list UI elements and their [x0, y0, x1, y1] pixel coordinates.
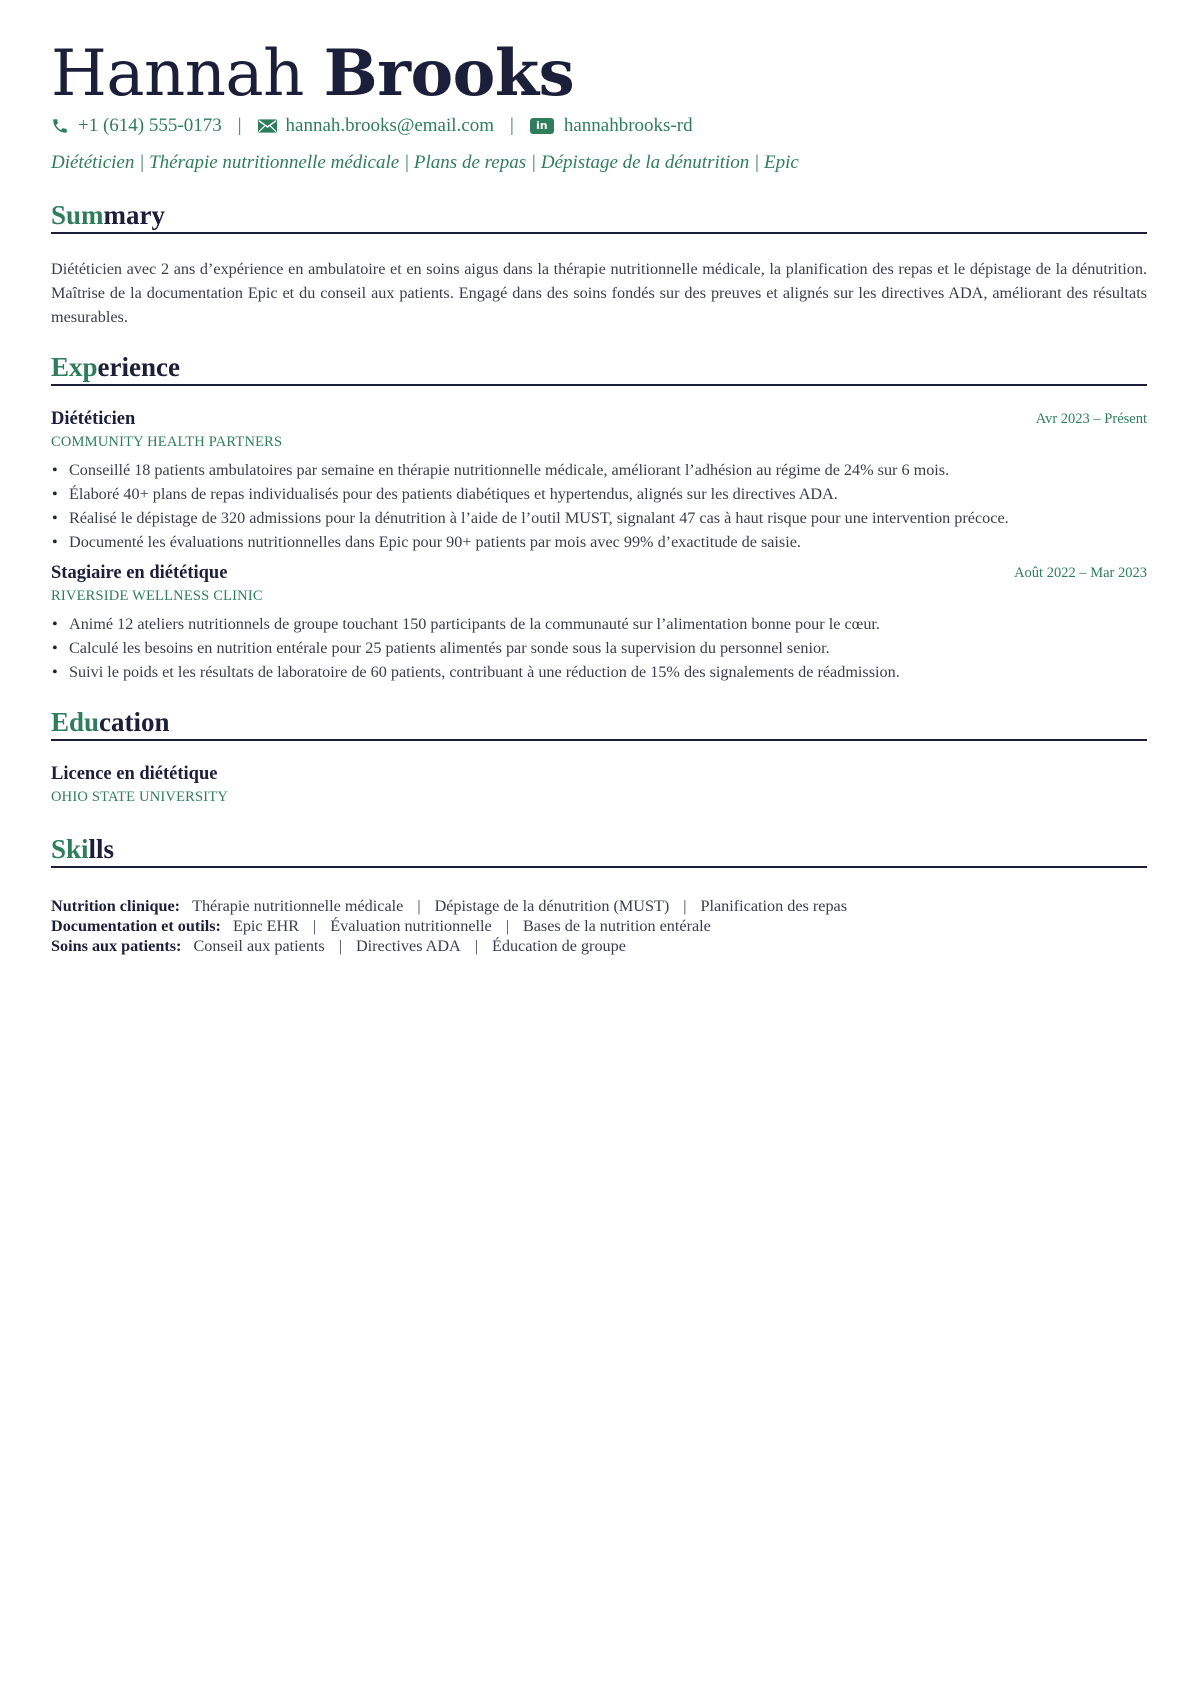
- skill-separator: |: [313, 917, 317, 935]
- first-name: Hannah: [51, 37, 304, 111]
- school-name: OHIO STATE UNIVERSITY: [51, 789, 229, 805]
- skill-item: Évaluation nutritionnelle: [330, 917, 492, 935]
- linkedin-contact[interactable]: [530, 114, 693, 138]
- skills-heading: [51, 832, 1147, 868]
- skill-row: [51, 916, 847, 936]
- skill-item: Bases de la nutrition entérale: [522, 917, 711, 935]
- job-bullets: [51, 612, 1147, 684]
- last-name: Brooks: [323, 36, 575, 111]
- list-item: • Réalisé le dépistage de 320 admissions pour la dénutrition à l’aide de l’outil MUST, signalant 47 cas à haut risque pour une intervention précoce.: [51, 506, 1147, 530]
- skill-separator: |: [683, 897, 687, 915]
- heading-rest: lls: [88, 834, 115, 864]
- email-text: hannah.brooks@email.com: [285, 115, 495, 136]
- heading-accent: Exp: [51, 352, 98, 382]
- summary-text: Diététicien avec 2 ans d’expérience en ambulatoire et en soins aigus dans la thérapie nutritionnelle médicale, la planification des repas et le dépistage de la dénutrition. Maîtrise de la documentation Epic et du conseil aux patients. Engagé dans des soins fondés sur des preuves et alignés sur les directives ADA, améliorant des résultats mesurables.: [51, 260, 1147, 326]
- linkedin-text: hannahbrooks-rd: [563, 115, 693, 136]
- education-heading: [51, 705, 1147, 741]
- phone-text: +1 (614) 555-0173: [78, 115, 222, 136]
- contact-separator: |: [510, 115, 514, 136]
- email-contact[interactable]: [258, 114, 495, 138]
- list-item: • Calculé les besoins en nutrition entérale pour 25 patients alimentés par sonde sous la supervision du personnel senior.: [51, 636, 1147, 660]
- job-title: Stagiaire en diététique: [51, 563, 228, 583]
- skill-item: Directives ADA: [355, 937, 461, 955]
- phone-icon: [51, 117, 69, 135]
- degree-title: Licence en diététique: [51, 764, 218, 784]
- skills-list: [51, 896, 847, 956]
- skill-item: Thérapie nutritionnelle médicale: [192, 897, 404, 915]
- job-organization: RIVERSIDE WELLNESS CLINIC: [51, 588, 263, 604]
- skill-item: Conseil aux patients: [193, 937, 325, 955]
- linkedin-icon: in: [530, 118, 554, 134]
- envelope-icon: [258, 119, 277, 133]
- contact-separator: |: [237, 115, 242, 136]
- list-item: • Conseillé 18 patients ambulatoires par semaine en thérapie nutritionnelle médicale, améliorant l’adhésion au régime de 24% sur 6 mois.: [51, 458, 1147, 482]
- job-dates: Avr 2023 – Présent: [1035, 411, 1147, 427]
- skill-separator: |: [505, 917, 509, 935]
- candidate-name: [51, 38, 574, 110]
- skill-category: Nutrition clinique:: [51, 897, 181, 915]
- heading-accent: Sum: [51, 200, 104, 230]
- job-organization: COMMUNITY HEALTH PARTNERS: [51, 434, 283, 450]
- skill-separator: |: [417, 897, 421, 915]
- skill-category: Soins aux patients:: [51, 937, 182, 955]
- summary-heading: [51, 198, 1147, 234]
- skill-row: [51, 936, 847, 956]
- job-title: Diététicien: [51, 409, 136, 429]
- list-item: • Documenté les évaluations nutritionnelles dans Epic pour 90+ patients par mois avec 99% d’exactitude de saisie.: [51, 530, 1147, 554]
- heading-rest: erience: [97, 352, 180, 382]
- job-dates: Août 2022 – Mar 2023: [1014, 565, 1147, 581]
- list-item: • Élaboré 40+ plans de repas individualisés pour des patients diabétiques et hypertendus, alignés sur les directives ADA.: [51, 482, 1147, 506]
- phone-contact[interactable]: [51, 114, 222, 138]
- headline-tagline: Diététicien | Thérapie nutritionnelle médicale | Plans de repas | Dépistage de la dénutrition | Epic: [51, 152, 799, 173]
- skill-item: Éducation de groupe: [491, 937, 626, 955]
- skill-item: Epic EHR: [232, 917, 300, 935]
- job-bullets: [51, 458, 1147, 554]
- list-item: • Animé 12 ateliers nutritionnels de groupe touchant 150 participants de la communauté sur l’alimentation bonne pour le cœur.: [51, 612, 1147, 636]
- list-item: • Suivi le poids et les résultats de laboratoire de 60 patients, contribuant à une réduction de 15% des signalements de réadmission.: [51, 660, 1147, 684]
- skill-item: Planification des repas: [700, 897, 848, 915]
- skill-item: Dépistage de la dénutrition (MUST): [434, 897, 670, 915]
- heading-accent: Edu: [51, 707, 100, 737]
- heading-rest: cation: [99, 707, 170, 737]
- skill-separator: |: [474, 937, 478, 955]
- experience-heading: [51, 350, 1147, 386]
- contact-line: [51, 114, 693, 138]
- skill-category: Documentation et outils:: [51, 917, 221, 935]
- heading-rest: mary: [103, 200, 166, 230]
- heading-accent: Ski: [51, 834, 89, 864]
- skill-row: [51, 896, 847, 916]
- skill-separator: |: [338, 937, 342, 955]
